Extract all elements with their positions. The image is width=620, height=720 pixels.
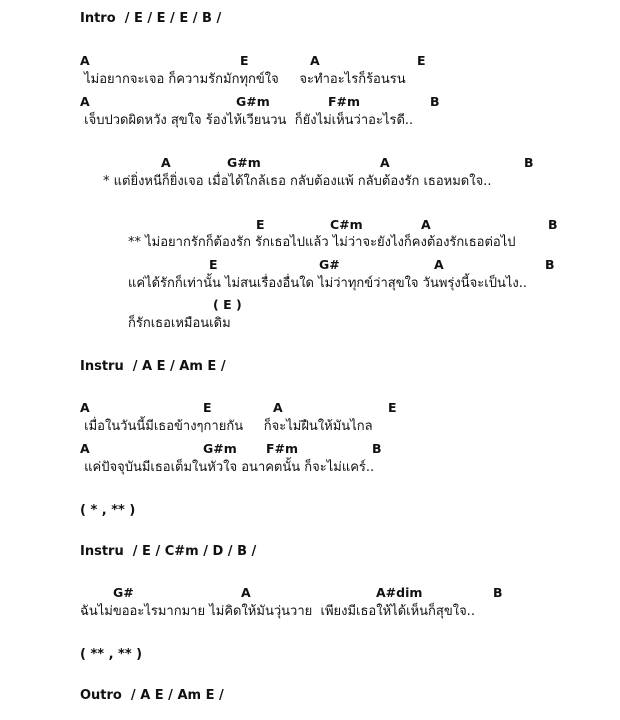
chord-label: B: [493, 585, 503, 600]
chord-label: E: [203, 400, 212, 415]
chord-label: A: [434, 257, 444, 272]
chord-label: F#m: [328, 94, 361, 109]
verse2-chords-1: [0, 400, 620, 416]
chord-label: B: [545, 257, 555, 272]
chord-label: G#m: [227, 155, 261, 170]
instru-line-2: Instru / E / C#m / D / B /: [80, 544, 257, 559]
verse2-lyric-2: แค่ปัจจุบันมีเธอเต็มในหัวใจ อนาคตนั้น ก็จะไม่แคร์..: [80, 460, 375, 475]
chord-label: B: [372, 441, 382, 456]
chord-label: F#m: [266, 441, 299, 456]
chord-label: A: [380, 155, 390, 170]
chorus-lyric-2: แค่ได้รักก็เท่านั้น ไม่สนเรื่องอื่นใด ไม่ว่าทุกข์ว่าสุขใจ วันพรุ่งนี้จะเป็นไง..: [128, 276, 527, 291]
chorus-chords-1: [0, 217, 620, 233]
chord-label: G#: [113, 585, 134, 600]
chord-label: E: [388, 400, 397, 415]
bridge-lyric: ฉันไม่ขออะไรมากมาย ไม่คิดให้มันวุ่นวาย เพียงมีเธอให้ได้เห็นก็สุขใจ..: [80, 604, 475, 619]
outro-line: Outro / A E / Am E /: [80, 688, 224, 703]
chord-label: B: [524, 155, 534, 170]
verse2-lyric-1: เมื่อในวันนี้มีเธอข้างๆกายกัน ก็จะไม่ฝืนให้มันไกล: [80, 419, 373, 434]
chord-label: A#dim: [376, 585, 423, 600]
chord-label: A: [161, 155, 171, 170]
chord-label: B: [548, 217, 558, 232]
bridge-chords: [0, 585, 620, 601]
chord-label: A: [273, 400, 283, 415]
chord-label: ( E ): [213, 297, 242, 312]
chord-label: B: [430, 94, 440, 109]
chord-label: G#m: [236, 94, 270, 109]
verse1-chords-1: [0, 53, 620, 69]
chord-label: E: [209, 257, 218, 272]
chord-label: A: [310, 53, 320, 68]
chord-label: A: [80, 94, 90, 109]
chord-label: G#: [319, 257, 340, 272]
chorus-chords-2: [0, 257, 620, 273]
chord-label: G#m: [203, 441, 237, 456]
chord-label: E: [256, 217, 265, 232]
verse2-chords-2: [0, 441, 620, 457]
chord-label: A: [80, 400, 90, 415]
chord-label: E: [240, 53, 249, 68]
chord-label: E: [417, 53, 426, 68]
chord-label: A: [80, 53, 90, 68]
repeat-line-2: ( ** , ** ): [80, 647, 143, 662]
chorus-lyric-1: ** ไม่อยากรักก็ต้องรัก รักเธอไปแล้ว ไม่ว่าจะยังไงก็คงต้องรักเธอต่อไป: [128, 235, 516, 250]
chorus-chords-3: [0, 297, 620, 313]
prechorus-chords: [0, 155, 620, 171]
verse1-lyric-2: เจ็บปวดผิดหวัง สุขใจ ร้องไห้เวียนวน ก็ยังไม่เห็นว่าอะไรดี..: [80, 113, 414, 128]
repeat-line-1: ( * , ** ): [80, 503, 136, 518]
chord-label: A: [241, 585, 251, 600]
chord-label: C#m: [330, 217, 363, 232]
verse1-lyric-1: ไม่อยากจะเจอ ก็ความรักมักทุกข์ใจ จะทำอะไรก็ร้อนรน: [80, 72, 406, 87]
instru-line-1: Instru / A E / Am E /: [80, 359, 226, 374]
verse1-chords-2: [0, 94, 620, 110]
chord-label: A: [421, 217, 431, 232]
intro-line: Intro / E / E / E / B /: [80, 11, 222, 26]
chorus-lyric-3: ก็รักเธอเหมือนเดิม: [128, 316, 231, 331]
prechorus-lyric: * แต่ยิ่งหนีก็ยิ่งเจอ เมื่อได้ใกล้เธอ กลับต้องแพ้ กลับต้องรัก เธอหมดใจ..: [103, 174, 492, 189]
chord-label: A: [80, 441, 90, 456]
